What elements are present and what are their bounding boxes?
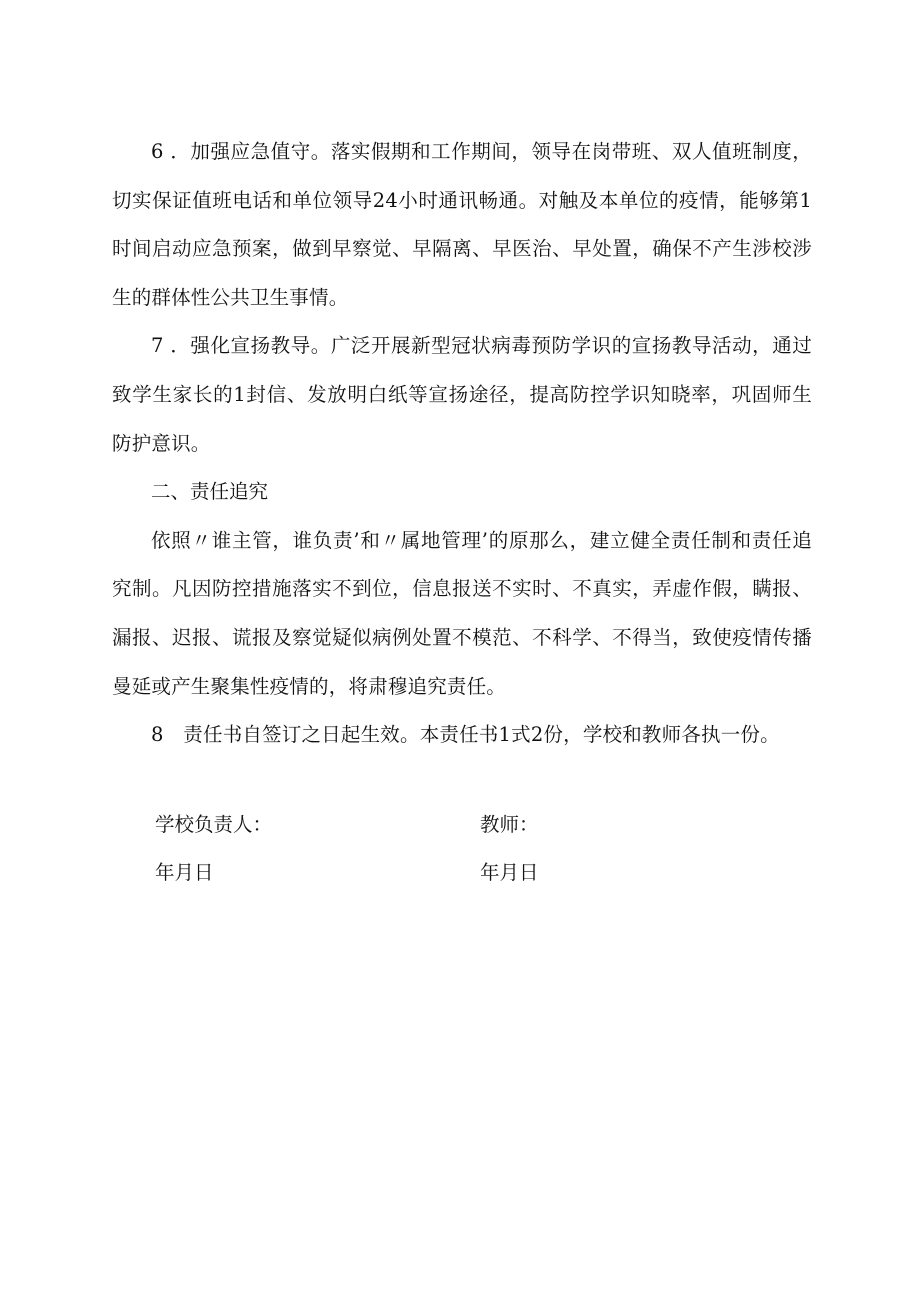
document-body bbox=[112, 128, 812, 760]
date-row bbox=[155, 858, 755, 888]
teacher-label: 教师： bbox=[480, 813, 539, 836]
teacher-date: 年月日 bbox=[480, 861, 539, 884]
paragraph-publicity-education: 7 ．强化宣扬教导。广泛开展新型冠状病毒预防学识的宣扬教导活动，通过致学生家长的1封信、发放明白纸等宣扬途径，提高防控学识知晓率，巩固师生防护意识。 bbox=[112, 334, 812, 455]
school-date: 年月日 bbox=[155, 861, 214, 884]
signature-row bbox=[155, 810, 755, 840]
paragraph-accountability: 依照〃谁主管，谁负责’和〃属地管理’的原那么，建立健全责任制和责任追究制。凡因防控措施落实不到位，信息报送不实时、不真实，弄虚作假，瞒报、漏报、迟报、谎报及察觉疑似病例处置不模范、不科学、不得当，致使疫情传播曼延或产生聚集性疫情的，将肃穆追究责任。 bbox=[112, 528, 812, 698]
section-heading-accountability: 二、责任追究 bbox=[151, 480, 269, 504]
paragraph-emergency-duty: 6 ．加强应急值守。落实假期和工作期间，领导在岗带班、双人值班制度，切实保证值班电话和单位领导24小时通讯畅通。对触及本单位的疫情，能够第1时间启动应急预案，做到早察觉、早隔离、早医治、早处置，确保不产生涉校涉生的群体性公共卫生事情。 bbox=[112, 140, 812, 309]
school-head-label: 学校负责人： bbox=[155, 813, 273, 836]
paragraph-effect-clause: 8 责任书自签订之日起生效。本责任书1式2份，学校和教师各执一份。 bbox=[151, 723, 780, 747]
